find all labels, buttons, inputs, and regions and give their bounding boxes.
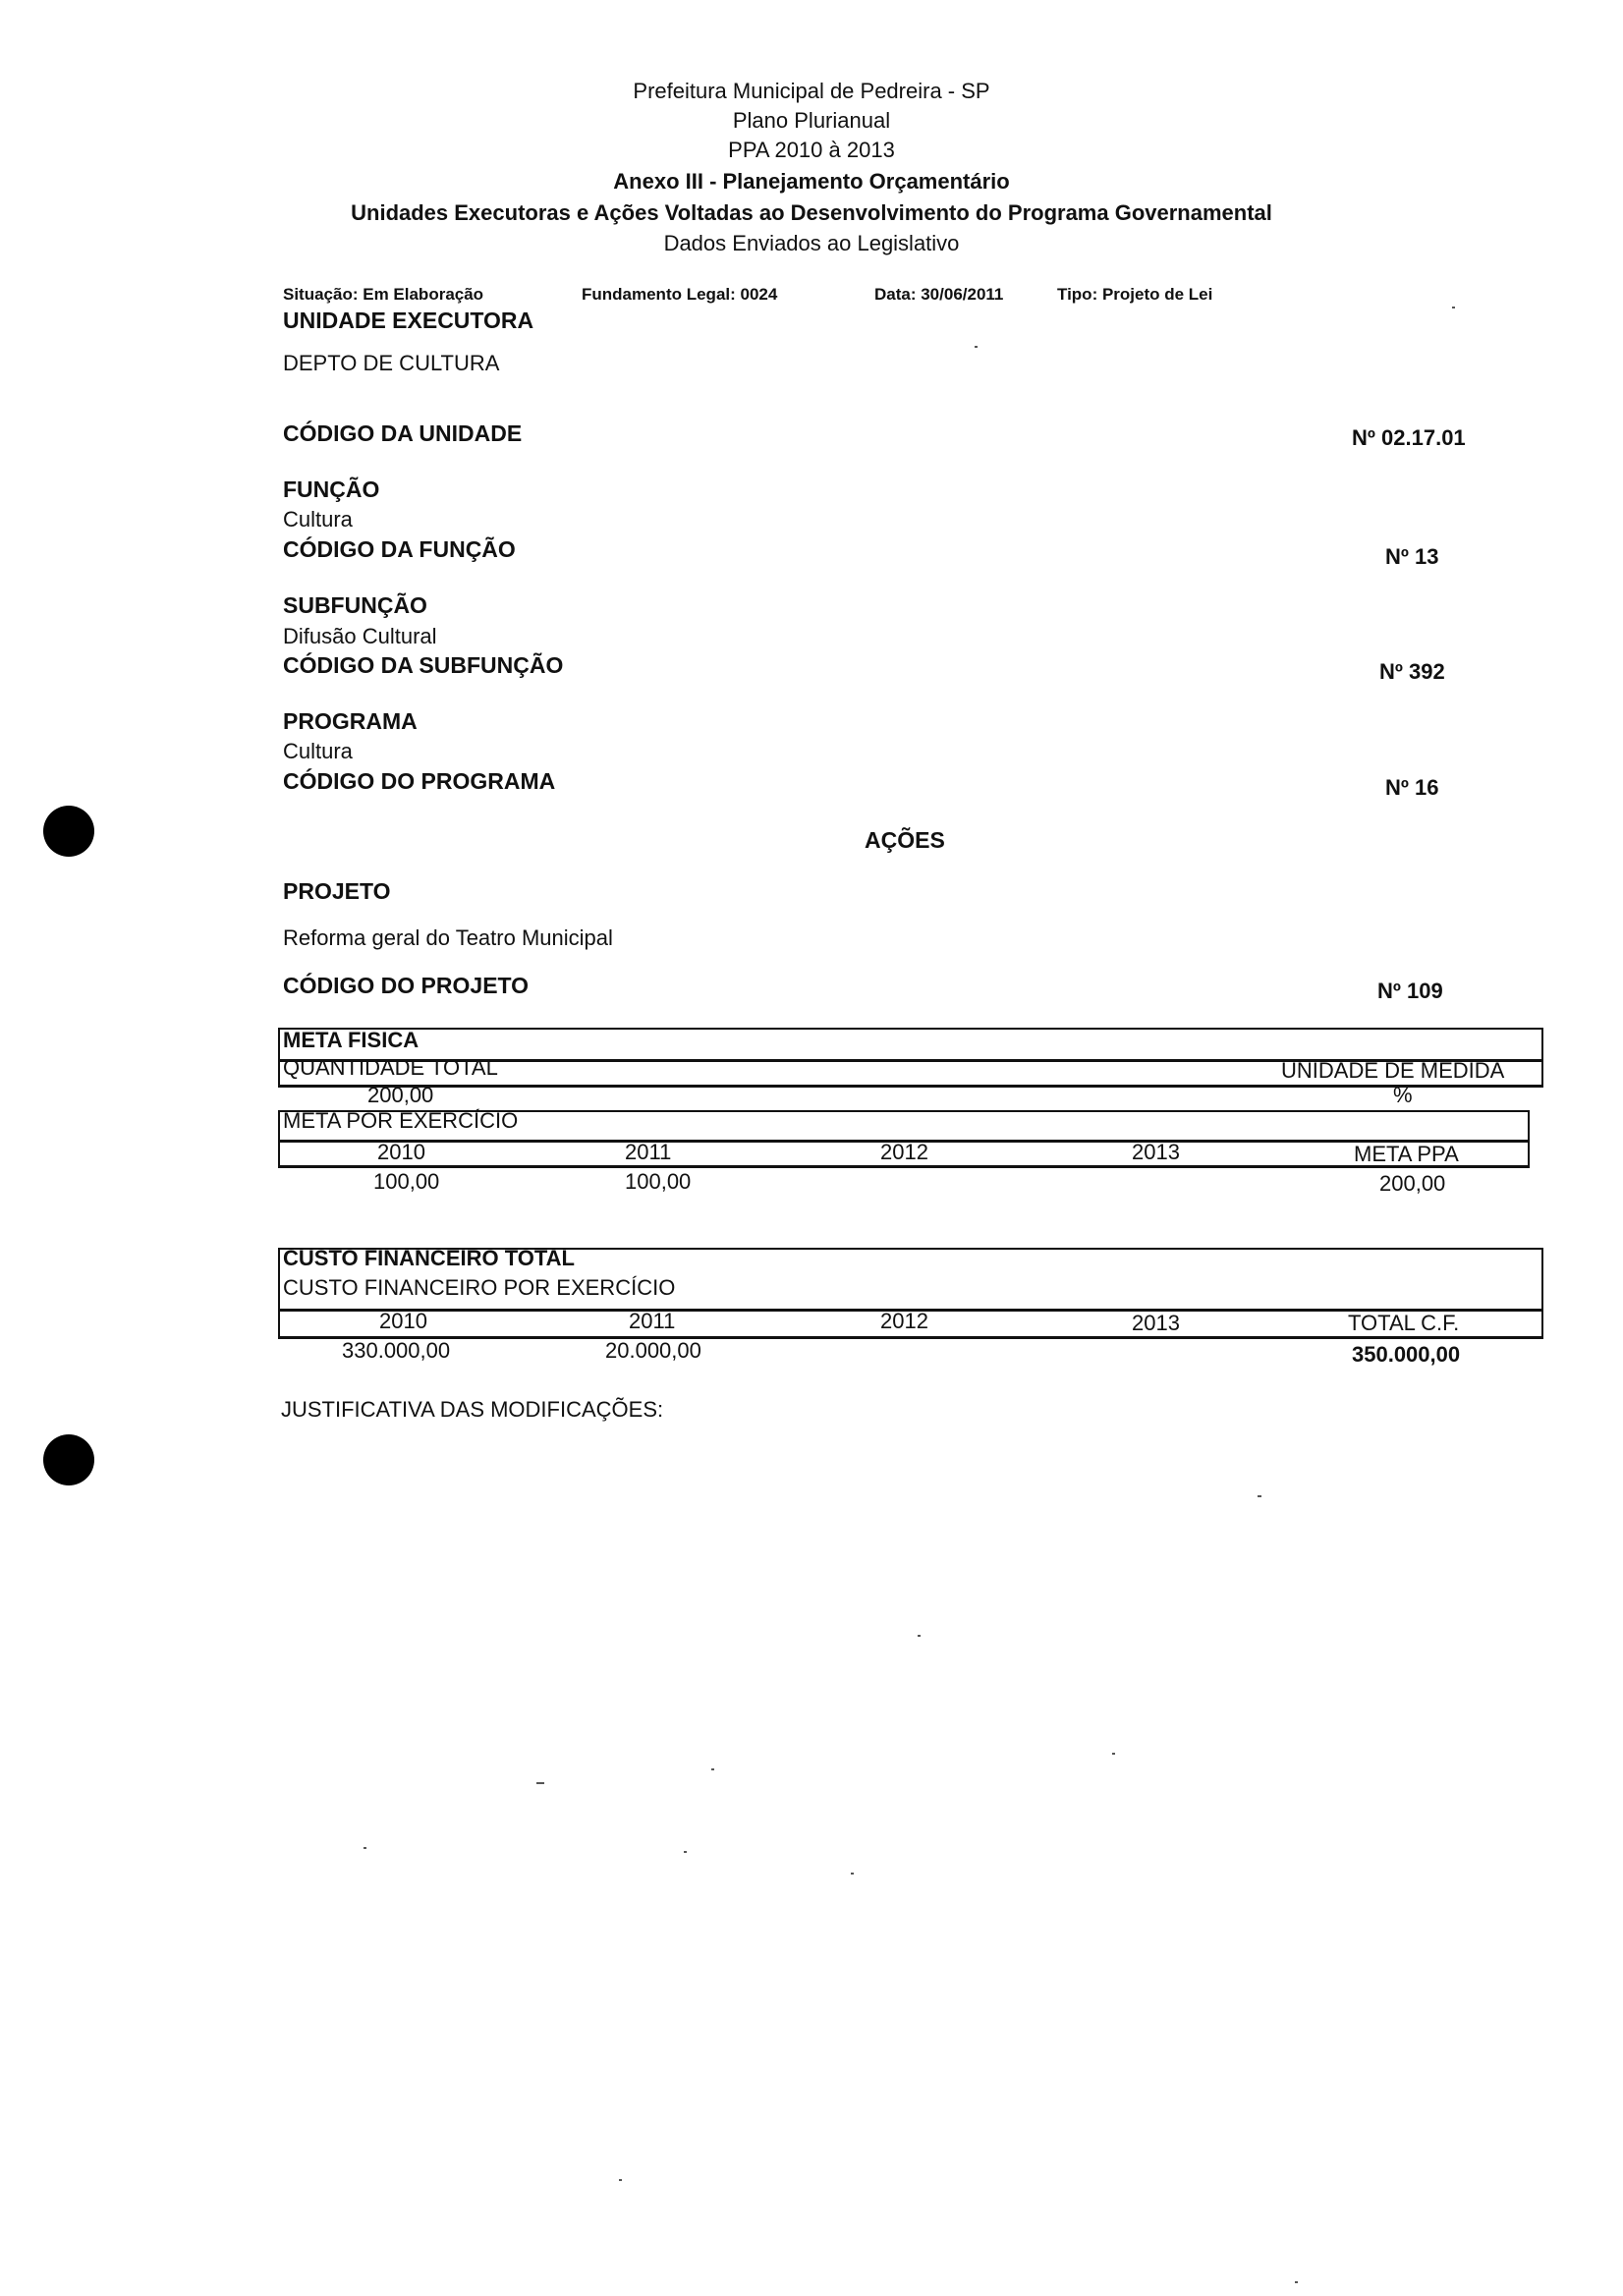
- punch-hole-bottom: [43, 1434, 94, 1485]
- scan-speck: [918, 1635, 921, 1637]
- custo-exercicio-label: CUSTO FINANCEIRO POR EXERCÍCIO: [283, 1275, 676, 1300]
- header-ppa: PPA 2010 à 2013: [728, 138, 895, 162]
- scan-speck: [619, 2179, 622, 2181]
- scan-speck: [1295, 2281, 1298, 2283]
- meta-ppa-label: META PPA: [1354, 1142, 1459, 1166]
- scan-speck: [1452, 307, 1455, 308]
- custo-year-2011: 2011: [629, 1309, 676, 1333]
- scan-speck: [536, 1782, 544, 1784]
- tipo: Tipo: Projeto de Lei: [1057, 285, 1213, 304]
- subfuncao-value: Difusão Cultural: [283, 624, 437, 648]
- header-plano: Plano Plurianual: [732, 108, 891, 133]
- meta-year-2010: 2010: [377, 1140, 425, 1164]
- codigo-unidade-label: CÓDIGO DA UNIDADE: [283, 420, 523, 446]
- scan-speck: [684, 1851, 687, 1853]
- custo-value-2011: 20.000,00: [605, 1338, 701, 1363]
- codigo-subfuncao-label: CÓDIGO DA SUBFUNÇÃO: [283, 652, 564, 678]
- funcao-label: FUNÇÃO: [283, 476, 380, 502]
- acoes-title: AÇÕES: [865, 827, 945, 853]
- meta-ppa-value: 200,00: [1379, 1171, 1446, 1196]
- codigo-programa-label: CÓDIGO DO PROGRAMA: [283, 768, 556, 794]
- codigo-projeto-label: CÓDIGO DO PROJETO: [283, 973, 530, 998]
- codigo-subfuncao-value: Nº 392: [1379, 659, 1445, 684]
- codigo-unidade-value: Nº 02.17.01: [1352, 425, 1466, 450]
- data: Data: 30/06/2011: [874, 285, 1004, 304]
- unidade-medida-label: UNIDADE DE MEDIDA: [1281, 1058, 1505, 1083]
- projeto-value: Reforma geral do Teatro Municipal: [283, 925, 613, 950]
- unidade-executora-value: DEPTO DE CULTURA: [283, 351, 500, 375]
- quantidade-total-value: 200,00: [367, 1083, 434, 1107]
- header-unidades: Unidades Executoras e Ações Voltadas ao Desenvolvimento do Programa Governamental: [351, 200, 1272, 225]
- programa-label: PROGRAMA: [283, 708, 418, 734]
- custo-year-2012: 2012: [880, 1309, 928, 1333]
- scan-speck: [1258, 1495, 1261, 1497]
- meta-year-2013: 2013: [1132, 1140, 1180, 1164]
- total-cf-value: 350.000,00: [1352, 1342, 1461, 1367]
- funcao-value: Cultura: [283, 507, 353, 532]
- meta-value-2011: 100,00: [625, 1169, 692, 1194]
- scan-speck: [364, 1847, 366, 1849]
- scan-speck: [711, 1768, 714, 1770]
- custo-value-2010: 330.000,00: [342, 1338, 451, 1363]
- scan-speck: [1112, 1753, 1115, 1755]
- justificativa-label: JUSTIFICATIVA DAS MODIFICAÇÕES:: [281, 1397, 664, 1422]
- codigo-programa-value: Nº 16: [1385, 775, 1439, 800]
- header-anexo: Anexo III - Planejamento Orçamentário: [613, 169, 1010, 194]
- punch-hole-top: [43, 806, 94, 857]
- header-dados: Dados Enviados ao Legislativo: [663, 231, 960, 255]
- quantidade-total-label: QUANTIDADE TOTAL: [283, 1055, 498, 1080]
- codigo-funcao-label: CÓDIGO DA FUNÇÃO: [283, 536, 516, 562]
- meta-fisica-title: META FISICA: [283, 1028, 420, 1052]
- meta-year-2011: 2011: [625, 1140, 672, 1164]
- custo-year-2010: 2010: [379, 1309, 427, 1333]
- situacao: Situação: Em Elaboração: [283, 285, 484, 304]
- header-prefeitura: Prefeitura Municipal de Pedreira - SP: [633, 79, 990, 103]
- custo-total-title: CUSTO FINANCEIRO TOTAL: [283, 1246, 575, 1270]
- meta-value-2010: 100,00: [373, 1169, 440, 1194]
- subfuncao-label: SUBFUNÇÃO: [283, 592, 427, 618]
- projeto-label: PROJETO: [283, 878, 391, 904]
- unidade-medida-value: %: [1393, 1083, 1413, 1107]
- unidade-executora-label: UNIDADE EXECUTORA: [283, 308, 534, 333]
- scan-speck: [851, 1873, 854, 1875]
- programa-value: Cultura: [283, 739, 353, 763]
- scan-speck: [975, 346, 978, 348]
- meta-year-2012: 2012: [880, 1140, 928, 1164]
- meta-exercicio-label: META POR EXERCÍCIO: [283, 1108, 519, 1133]
- fundamento-legal: Fundamento Legal: 0024: [582, 285, 778, 304]
- custo-year-2013: 2013: [1132, 1311, 1180, 1335]
- codigo-projeto-value: Nº 109: [1377, 979, 1443, 1003]
- codigo-funcao-value: Nº 13: [1385, 544, 1439, 569]
- total-cf-label: TOTAL C.F.: [1348, 1311, 1460, 1335]
